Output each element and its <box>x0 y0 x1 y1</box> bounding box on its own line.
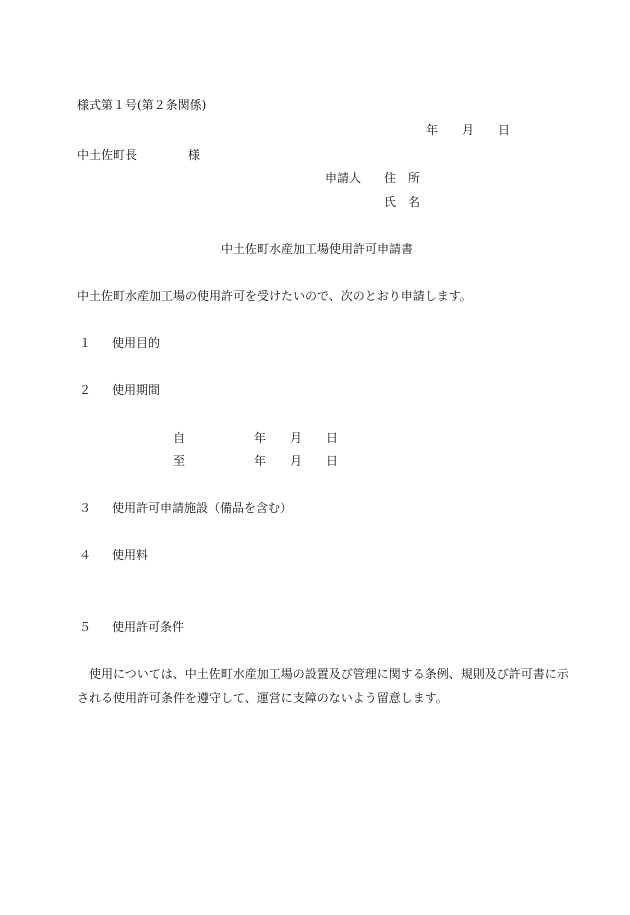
period-from-day: 日 <box>326 431 339 445</box>
closing-line-2: される使用許可条件を遵守して、運営に支障のないよう留意します。 <box>77 691 448 705</box>
period-from-month: 月 <box>290 431 303 445</box>
item-4-number: ４ <box>79 548 92 562</box>
date-year-label: 年 <box>426 123 439 137</box>
date-day-label: 日 <box>498 123 511 137</box>
item-1-number: １ <box>79 336 92 350</box>
item-4-label: 使用料 <box>112 548 149 562</box>
item-2-number: ２ <box>79 383 92 397</box>
period-from-label: 自 <box>173 431 186 445</box>
address-label: 住 所 <box>384 171 421 185</box>
closing-line-1: 使用については、中土佐町水産加工場の設置及び管理に関する条例、規則及び許可書に示 <box>89 667 569 681</box>
item-5-label: 使用許可条件 <box>112 620 185 634</box>
intro-text: 中土佐町水産加工場の使用許可を受けたいので、次のとおり申請します。 <box>77 289 472 303</box>
form-number: 様式第１号(第２条関係) <box>77 98 207 112</box>
period-to-label: 至 <box>173 454 186 468</box>
addressee: 中土佐町長 <box>77 148 138 162</box>
item-1-label: 使用目的 <box>112 336 161 350</box>
name-label: 氏 名 <box>384 195 421 209</box>
date-month-label: 月 <box>462 123 475 137</box>
item-5-number: ５ <box>79 620 92 634</box>
item-3-label: 使用許可申請施設（備品を含む） <box>112 501 293 515</box>
period-to-day: 日 <box>326 454 339 468</box>
addressee-honorific: 様 <box>188 148 201 162</box>
period-from-year: 年 <box>254 431 267 445</box>
period-to-year: 年 <box>254 454 267 468</box>
item-3-number: ３ <box>79 501 92 515</box>
applicant-label: 申請人 <box>325 171 362 185</box>
period-to-month: 月 <box>290 454 303 468</box>
item-2-label: 使用期間 <box>112 383 161 397</box>
document-title: 中土佐町水産加工場使用許可申請書 <box>221 242 414 256</box>
